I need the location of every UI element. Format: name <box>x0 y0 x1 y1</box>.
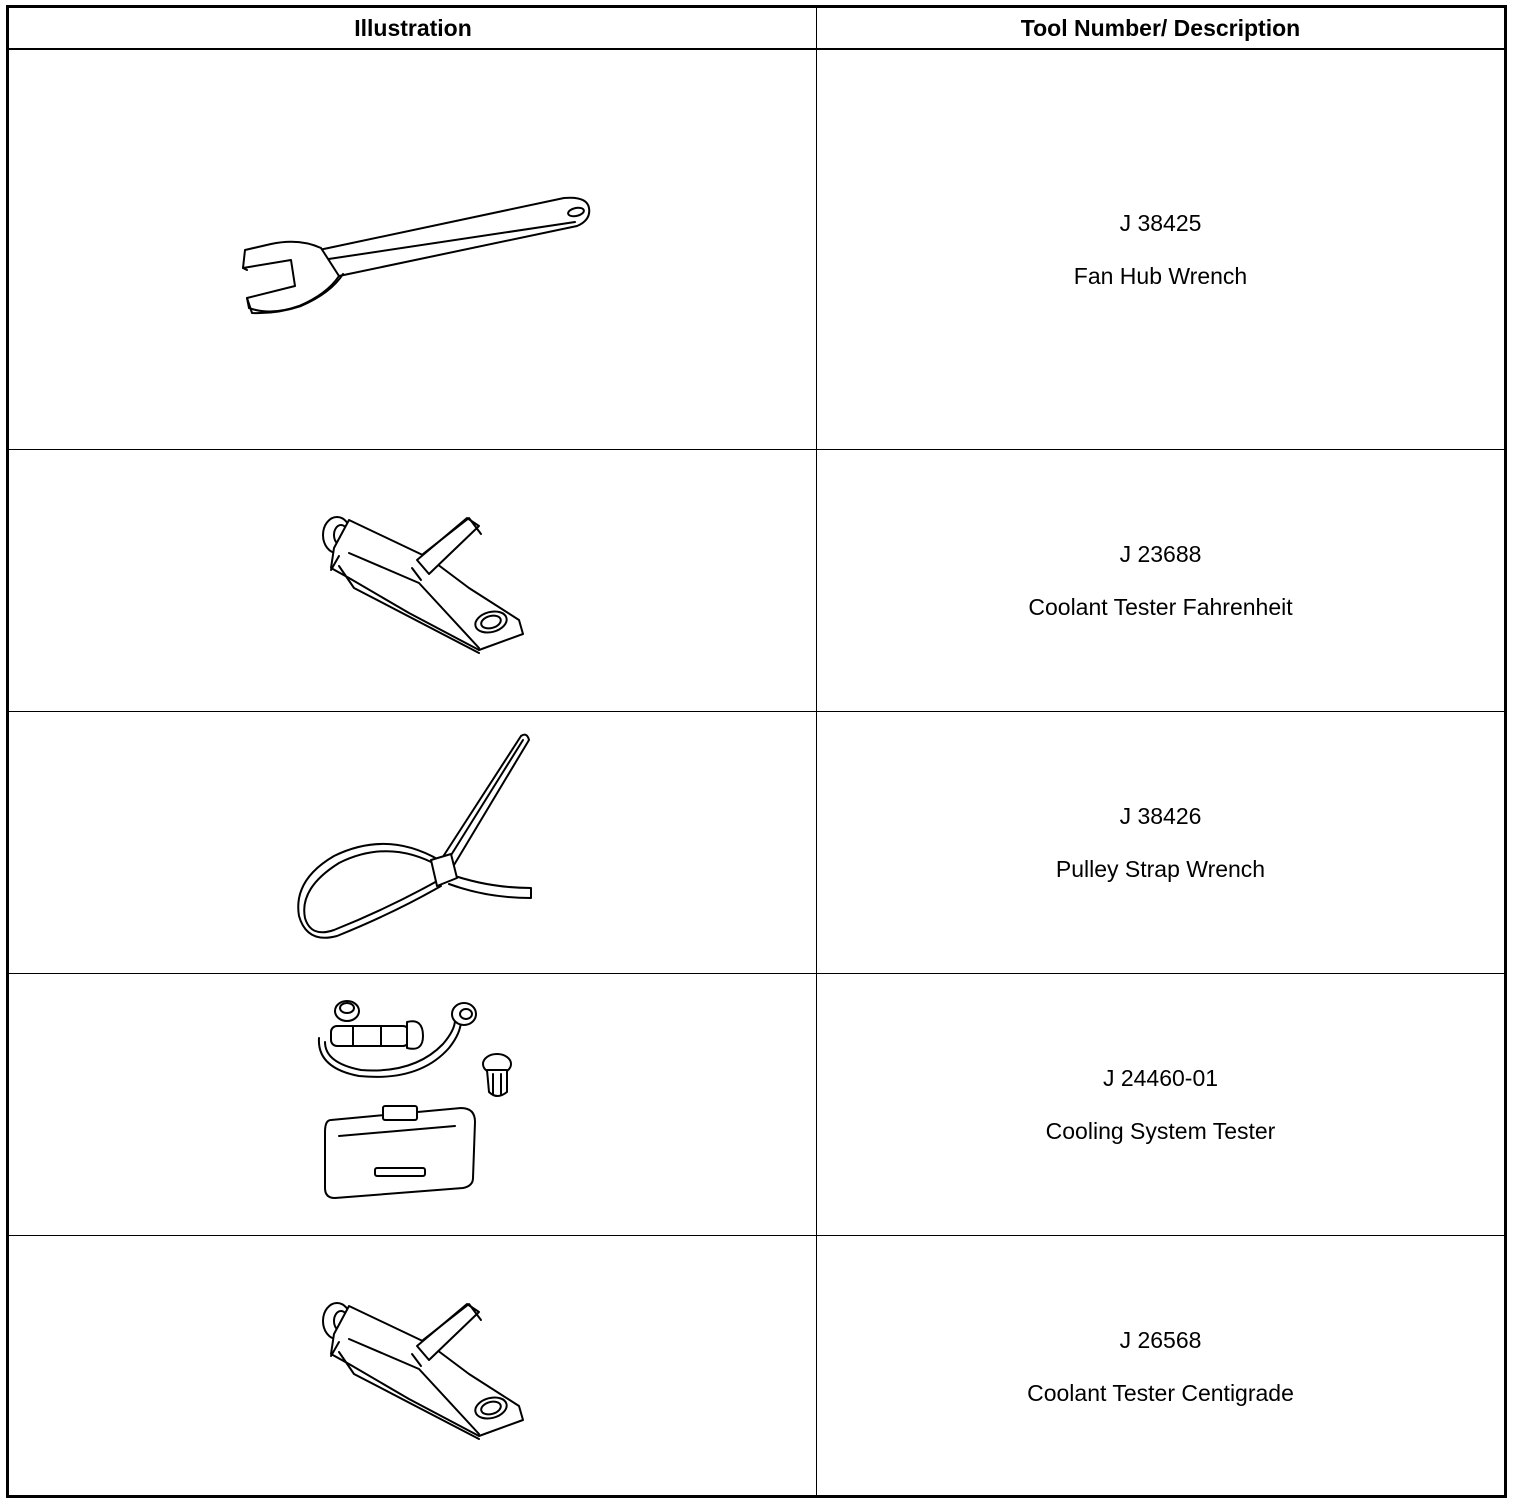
tool-description: Cooling System Tester <box>1045 1117 1276 1144</box>
illustration-cell <box>9 712 816 973</box>
tool-number: J 24460-01 <box>1102 1064 1219 1091</box>
fan-hub-wrench-icon <box>9 50 816 450</box>
tool-description: Pulley Strap Wrench <box>1055 855 1266 882</box>
tool-number: J 26568 <box>1119 1327 1202 1353</box>
header-tool-number-description: Tool Number/ Description <box>817 8 1504 50</box>
tool-number: J 38425 <box>1119 209 1202 236</box>
table-row <box>9 1236 1504 1498</box>
tool-description-cell <box>817 974 1504 1235</box>
illustration-cell <box>9 1236 816 1498</box>
tool-number: J 38426 <box>1119 802 1202 829</box>
coolant-tester-icon <box>9 450 816 712</box>
table-row <box>9 50 1504 450</box>
special-tools-table <box>6 5 1507 1498</box>
tool-description-cell <box>817 712 1504 973</box>
tool-number: J 23688 <box>1119 540 1202 567</box>
table-row <box>9 712 1504 974</box>
strap-wrench-icon <box>9 712 816 974</box>
tool-description: Coolant Tester Centigrade <box>1027 1380 1294 1406</box>
cooling-system-tester-icon <box>9 974 816 1236</box>
tool-description: Coolant Tester Fahrenheit <box>1028 593 1293 620</box>
tool-description-cell <box>817 1236 1504 1498</box>
illustration-cell <box>9 50 816 449</box>
tool-description: Fan Hub Wrench <box>1073 262 1248 289</box>
table-row <box>9 450 1504 712</box>
illustration-cell <box>9 450 816 711</box>
header-illustration: Illustration <box>9 8 817 50</box>
tool-description-cell <box>817 50 1504 449</box>
illustration-cell <box>9 974 816 1235</box>
coolant-tester-icon <box>9 1236 816 1498</box>
table-row <box>9 974 1504 1236</box>
tool-description-cell <box>817 450 1504 711</box>
